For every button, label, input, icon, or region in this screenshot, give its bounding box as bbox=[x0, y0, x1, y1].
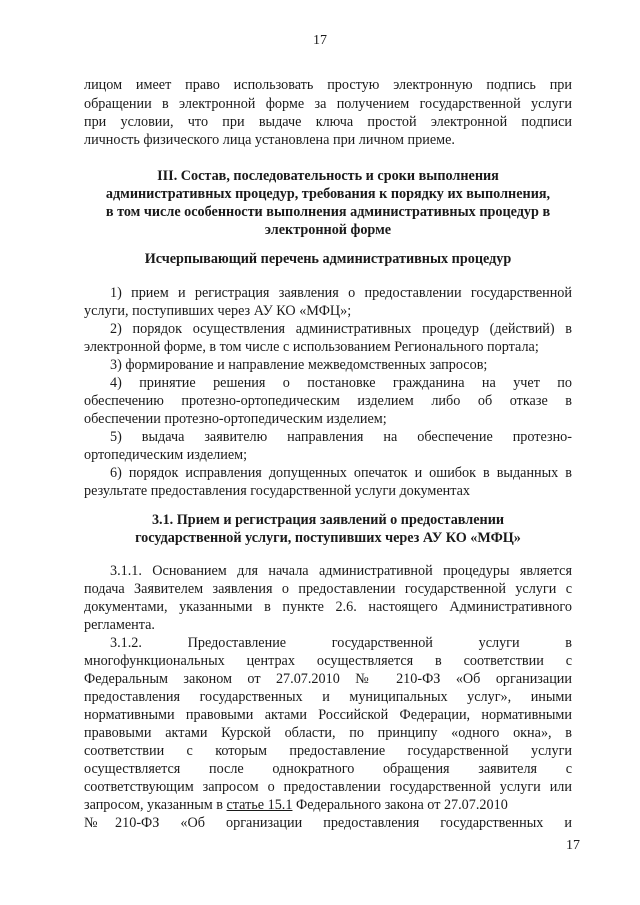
p312-line-6: правовыми актами Курской области, по принципу «одного окна», в bbox=[84, 725, 572, 741]
section3-title-line-2: административных процедур, требования к порядку их выполнения, bbox=[105, 186, 551, 202]
p312-line-5: нормативными правовыми актами Российской Федерации, нормативными bbox=[84, 707, 572, 723]
list-item-1-line-1: 1) прием и регистрация заявления о предоставлении государственной bbox=[110, 285, 572, 301]
list-item-2-line-1: 2) порядок осуществления административных процедур (действий) в bbox=[110, 321, 572, 337]
page-number-top: 17 bbox=[313, 33, 327, 48]
p312-line-10-prefix: запросом, указанным в bbox=[84, 797, 227, 813]
section3-title-line-3: в том числе особенности выполнения административных процедур в bbox=[105, 204, 551, 220]
list-item-6-line-1: 6) порядок исправления допущенных опечаток и ошибок в выданных в bbox=[110, 465, 572, 481]
p312-line-2: многофункциональных центрах осуществляется в соответствии с bbox=[84, 653, 572, 669]
p312-line-11: №210-ФЗ «Об организации предоставления государственных и bbox=[84, 815, 572, 831]
list-item-2-line-2: электронной форме, в том числе с использованием Регионального портала; bbox=[84, 339, 539, 355]
procedures-list-title: Исчерпывающий перечень административных процедур bbox=[144, 251, 512, 267]
page-number-bottom: 17 bbox=[566, 838, 580, 853]
p312-line-3: Федеральным законом от 27.07.2010 № 210-ФЗ «Об организации bbox=[84, 671, 572, 687]
intro-line-3: при условии, что при выдаче ключа простой электронной подписи bbox=[84, 114, 572, 130]
p312-line-7: соответствии с которым предоставление государственной услуги bbox=[84, 743, 572, 759]
list-item-4-line-2: обеспечению протезно-ортопедическим изделием либо об отказе в bbox=[84, 393, 572, 409]
list-item-4-line-3: обеспечении протезно-ортопедическим изделием; bbox=[84, 411, 387, 427]
p311-line-3: документами, указанными в пункте 2.6. настоящего Административного bbox=[84, 599, 572, 615]
list-item-5-line-2: ортопедическим изделием; bbox=[84, 447, 248, 463]
list-item-1-line-2: услуги, поступивших через АУ КО «МФЦ»; bbox=[84, 303, 352, 319]
p312-line-4: предоставления государственных и муниципальных услуг», иными bbox=[84, 689, 572, 705]
section31-title-line-2: государственной услуги, поступивших через АУ КО «МФЦ» bbox=[135, 530, 521, 546]
law-article-link[interactable]: статье 15.1 bbox=[226, 797, 293, 813]
section3-title-line-1: III. Состав, последовательность и сроки выполнения bbox=[157, 168, 499, 184]
list-item-4-line-1: 4) принятие решения о постановке гражданина на учет по bbox=[110, 375, 572, 391]
section3-title-line-4: электронной форме bbox=[264, 222, 392, 238]
list-item-6-line-2: результате предоставления государственной услуги документах bbox=[84, 483, 470, 499]
list-item-5-line-1: 5) выдача заявителю направления на обеспечение протезно- bbox=[110, 429, 572, 445]
p312-line-10 bbox=[84, 796, 572, 814]
p312-line-8: осуществляется после однократного обращения заявителя с bbox=[84, 761, 572, 777]
p311-line-4: регламента. bbox=[84, 617, 155, 633]
p312-line-10-suffix: Федерального закона от 27.07.2010 bbox=[292, 797, 508, 813]
intro-line-2: обращении в электронной форме за получением государственной услуги bbox=[84, 96, 572, 112]
intro-line-1: лицом имеет право использовать простую электронную подпись при bbox=[84, 77, 572, 93]
section31-title-line-1: 3.1. Прием и регистрация заявлений о предоставлении bbox=[151, 512, 505, 528]
list-item-3: 3) формирование и направление межведомственных запросов; bbox=[110, 357, 488, 373]
p312-line-1: 3.1.2. Предоставление государственной услуги в bbox=[110, 635, 572, 651]
p311-line-1: 3.1.1. Основанием для начала административной процедуры является bbox=[110, 563, 572, 579]
p312-line-9: соответствующим запросом о предоставлении государственной услуги или bbox=[84, 779, 572, 795]
intro-line-4: личность физического лица установлена при личном приеме. bbox=[84, 132, 455, 148]
p311-line-2: подача Заявителем заявления о предоставлении государственной услуги с bbox=[84, 581, 572, 597]
